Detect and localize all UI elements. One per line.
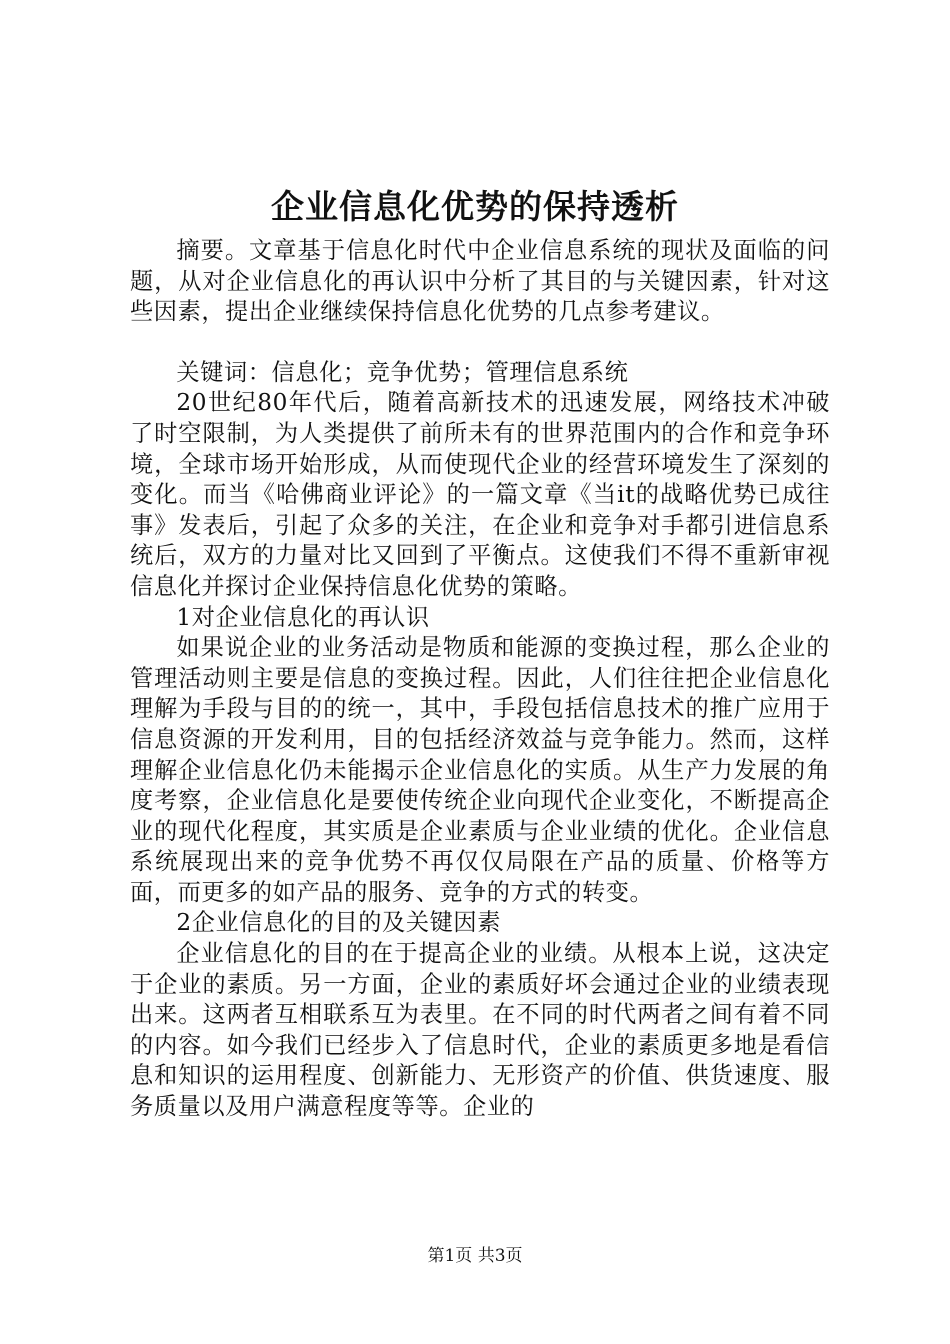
document-body [130, 236, 830, 1123]
intro-paragraph: 20世纪80年代后，随着高新技术的迅速发展，网络技术冲破了时空限制，为人类提供了前所未有的世界范围内的合作和竞争环境，全球市场开始形成，从而使现代企业的经营环境发生了深刻的变化。而当《哈佛商业评论》的一篇文章《当it的战略优势已成往事》发表后，引起了众多的关注，在企业和竞争对手都引进信息系统后，双方的力量对比又回到了平衡点。这使我们不得不重新审视信息化并探讨企业保持信息化优势的策略。 [130, 389, 830, 600]
section-heading-1: 1对企业信息化的再认识 [176, 603, 430, 631]
section-1-paragraph: 如果说企业的业务活动是物质和能源的变换过程，那么企业的管理活动则主要是信息的变换过程。因此，人们往往把企业信息化理解为手段与目的的统一，其中，手段包括信息技术的推广应用于信息资源的开发利用，目的包括经济效益与竞争能力。然而，这样理解企业信息化仍未能揭示企业信息化的实质。从生产力发展的角度考察，企业信息化是要使传统企业向现代企业变化，不断提高企业的现代化程度，其实质是企业素质与企业业绩的优化。企业信息系统展现出来的竞争优势不再仅仅局限在产品的质量、价格等方面，而更多的如产品的服务、竞争的方式的转变。 [130, 634, 830, 906]
page-footer: 第1页 共3页 [427, 1246, 523, 1266]
keywords-paragraph: 关键词：信息化；竞争优势；管理信息系统 [176, 358, 629, 386]
section-heading-2: 2企业信息化的目的及关键因素 [176, 909, 501, 937]
section-2-paragraph: 企业信息化的目的在于提高企业的业绩。从根本上说，这决定于企业的素质。另一方面，企业的素质好坏会通过企业的业绩表现出来。这两者互相联系互为表里。在不同的时代两者之间有着不同的内容。如今我们已经步入了信息时代，企业的素质更多地是看信息和知识的运用程度、创新能力、无形资产的价值、供货速度、服务质量以及用户满意程度等等。企业的 [130, 940, 830, 1121]
document-title: 企业信息化优势的保持透析 [271, 187, 679, 226]
abstract-paragraph: 摘要。文章基于信息化时代中企业信息系统的现状及面临的问题，从对企业信息化的再认识中分析了其目的与关键因素，针对这些因素，提出企业继续保持信息化优势的几点参考建议。 [130, 237, 830, 326]
